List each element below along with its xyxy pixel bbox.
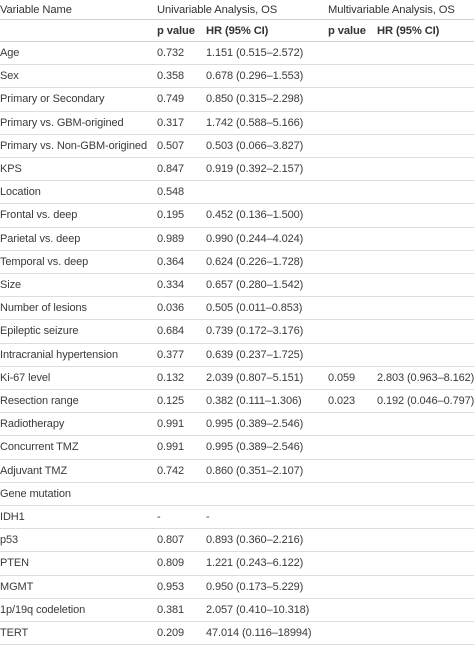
uni-hr-cell: 0.995 (0.389–2.546) (206, 418, 304, 431)
table-row (0, 413, 474, 436)
table-row (0, 274, 474, 297)
multi-p-value-cell (328, 460, 372, 482)
uni-hr-cell: 0.850 (0.315–2.298) (206, 93, 304, 106)
multi-hr-cell (377, 88, 474, 110)
multi-p-value-cell: 0.023 (328, 395, 356, 408)
multi-hr-cell (377, 576, 474, 598)
uni-p-value-cell: 0.209 (157, 627, 185, 640)
multi-p-value-cell (328, 274, 372, 296)
uni-p-value-cell: 0.953 (157, 580, 185, 593)
table-row (0, 88, 474, 111)
variable-cell: PTEN (0, 557, 29, 570)
table-row (0, 576, 474, 599)
table-row (0, 390, 474, 413)
multi-p-value-cell (328, 251, 372, 273)
table-row (0, 112, 474, 135)
multi-p-value-cell (328, 483, 372, 505)
variable-cell: p53 (0, 534, 19, 547)
multi-hr-cell (377, 460, 474, 482)
multi-hr-cell (377, 320, 474, 342)
table-row (0, 297, 474, 320)
variable-cell: Temporal vs. deep (0, 255, 89, 268)
multi-hr-cell (377, 436, 474, 458)
table-row (0, 228, 474, 251)
table-row (0, 181, 474, 204)
table-row (0, 599, 474, 622)
multi-p-value-cell (328, 112, 372, 134)
variable-cell: IDH1 (0, 511, 25, 524)
variable-cell: Adjuvant TMZ (0, 464, 68, 477)
multi-hr-cell (377, 506, 474, 528)
table-row (0, 460, 474, 483)
uni-p-value-cell: 0.381 (157, 603, 185, 616)
table-row (0, 436, 474, 459)
uni-hr-cell: 0.950 (0.173–5.229) (206, 580, 304, 593)
multi-p-value-cell (328, 576, 372, 598)
multi-hr-cell (377, 158, 474, 180)
uni-p-value-cell: 0.358 (157, 70, 185, 83)
variable-cell: Radiotherapy (0, 418, 65, 431)
table-group-header (0, 0, 474, 20)
uni-p-value-cell: 0.334 (157, 279, 185, 292)
table-row (0, 204, 474, 227)
uni-p-value-cell: 0.847 (157, 163, 185, 176)
multi-hr-header: HR (95% CI) (377, 24, 440, 37)
multi-p-value-cell: 0.059 (328, 371, 356, 384)
multi-hr-cell (377, 552, 474, 574)
multi-p-value-cell (328, 413, 372, 435)
uni-hr-cell: 0.382 (0.111–1.306) (206, 395, 302, 408)
variable-cell: Primary vs. GBM-origined (0, 116, 124, 129)
uni-hr-cell: 0.678 (0.296–1.553) (206, 70, 304, 83)
multi-p-value-cell (328, 297, 372, 319)
uni-hr-cell: 0.739 (0.172–3.176) (206, 325, 304, 338)
multi-hr-cell: 2.803 (0.963–8.162) (377, 371, 474, 384)
multi-p-value-cell (328, 506, 372, 528)
variable-cell: Intracranial hypertension (0, 348, 118, 361)
variable-cell: Epileptic seizure (0, 325, 79, 338)
variable-cell: Location (0, 186, 41, 199)
uni-p-value-cell: 0.036 (157, 302, 185, 315)
uni-hr-cell: 0.995 (0.389–2.546) (206, 441, 304, 454)
table-row (0, 529, 474, 552)
multi-hr-cell (377, 483, 474, 505)
variable-cell: Primary vs. Non-GBM-origined (0, 139, 147, 152)
multi-hr-cell: 0.192 (0.046–0.797) (377, 395, 474, 408)
variable-cell: Size (0, 279, 21, 292)
multi-p-value-cell (328, 344, 372, 366)
uni-hr-cell: 0.919 (0.392–2.157) (206, 163, 304, 176)
uni-p-value-cell: 0.317 (157, 116, 185, 129)
variable-name-header: Variable Name (0, 3, 72, 16)
uni-hr-cell: 2.039 (0.807–5.151) (206, 371, 304, 384)
uni-hr-cell: 0.990 (0.244–4.024) (206, 232, 304, 245)
variable-cell: Parietal vs. deep (0, 232, 81, 245)
table-row (0, 622, 474, 645)
multi-p-value-cell (328, 320, 372, 342)
uni-p-value-cell: 0.807 (157, 534, 185, 547)
multi-p-value-cell (328, 158, 372, 180)
variable-cell: Ki-67 level (0, 371, 51, 384)
uni-hr-header: HR (95% CI) (206, 24, 269, 37)
uni-hr-cell: 1.151 (0.515–2.572) (206, 47, 304, 60)
multi-hr-cell (377, 274, 474, 296)
variable-cell: KPS (0, 163, 22, 176)
variable-cell: 1p/19q codeletion (0, 603, 86, 616)
multi-p-value-cell (328, 135, 372, 157)
uni-p-value-cell: 0.989 (157, 232, 185, 245)
table-row (0, 320, 474, 343)
uni-p-value-cell: - (157, 511, 161, 524)
uni-hr-cell: - (206, 511, 210, 524)
multi-p-value-cell (328, 436, 372, 458)
multi-hr-cell (377, 228, 474, 250)
uni-hr-cell: 0.893 (0.360–2.216) (206, 534, 304, 547)
uni-p-value-cell: 0.749 (157, 93, 185, 106)
uni-hr-cell (206, 483, 324, 505)
table-row (0, 135, 474, 158)
variable-cell: Sex (0, 70, 19, 83)
multi-p-value-cell (328, 42, 372, 64)
uni-p-value-header: p value (157, 24, 195, 37)
multi-hr-cell (377, 204, 474, 226)
table-row (0, 367, 474, 390)
multi-p-value-cell (328, 529, 372, 551)
uni-hr-cell: 0.657 (0.280–1.542) (206, 279, 304, 292)
uni-p-value-cell: 0.132 (157, 371, 185, 384)
variable-cell: Primary or Secondary (0, 93, 105, 106)
uni-p-value-cell: 0.809 (157, 557, 185, 570)
variable-cell: Concurrent TMZ (0, 441, 79, 454)
multi-hr-cell (377, 529, 474, 551)
uni-p-value-cell: 0.684 (157, 325, 185, 338)
table-row (0, 158, 474, 181)
multi-p-value-cell (328, 204, 372, 226)
uni-p-value-cell: 0.364 (157, 255, 185, 268)
multivariable-header: Multivariable Analysis, OS (328, 3, 455, 16)
uni-hr-cell: 0.452 (0.136–1.500) (206, 209, 304, 222)
multi-hr-cell (377, 42, 474, 64)
table-row (0, 552, 474, 575)
uni-hr-cell: 0.860 (0.351–2.107) (206, 464, 304, 477)
uni-p-value-cell: 0.507 (157, 139, 185, 152)
multi-p-value-cell (328, 552, 372, 574)
multi-p-value-cell (328, 65, 372, 87)
uni-p-value-cell: 0.377 (157, 348, 185, 361)
multi-p-value-header: p value (328, 24, 366, 37)
multi-hr-cell (377, 413, 474, 435)
table-row (0, 506, 474, 529)
multi-hr-cell (377, 599, 474, 621)
multi-hr-cell (377, 65, 474, 87)
table-sub-header (0, 20, 474, 42)
uni-hr-cell: 0.505 (0.011–0.853) (206, 302, 303, 315)
variable-cell: TERT (0, 627, 29, 640)
multi-hr-cell (377, 181, 474, 203)
multi-hr-cell (377, 251, 474, 273)
table-row (0, 42, 474, 65)
uni-hr-cell: 2.057 (0.410–10.318) (206, 603, 310, 616)
multi-hr-cell (377, 135, 474, 157)
uni-p-value-cell: 0.991 (157, 441, 185, 454)
variable-cell: MGMT (0, 580, 34, 593)
uni-hr-cell: 1.221 (0.243–6.122) (206, 557, 304, 570)
multi-hr-cell (377, 112, 474, 134)
variable-cell: Age (0, 47, 20, 60)
multi-p-value-cell (328, 622, 372, 644)
uni-hr-cell: 1.742 (0.588–5.166) (206, 116, 304, 129)
uni-hr-cell: 0.639 (0.237–1.725) (206, 348, 304, 361)
multi-p-value-cell (328, 88, 372, 110)
uni-p-value-cell: 0.548 (157, 186, 185, 199)
uni-hr-cell: 0.503 (0.066–3.827) (206, 139, 304, 152)
multi-p-value-cell (328, 228, 372, 250)
uni-hr-cell: 0.624 (0.226–1.728) (206, 255, 304, 268)
uni-p-value-cell: 0.742 (157, 464, 185, 477)
uni-p-value-cell: 0.991 (157, 418, 185, 431)
uni-p-value-cell (157, 483, 201, 505)
table-row (0, 251, 474, 274)
multi-p-value-cell (328, 181, 372, 203)
uni-p-value-cell: 0.195 (157, 209, 185, 222)
uni-hr-cell: 47.014 (0.116–18994) (206, 627, 312, 640)
multi-hr-cell (377, 622, 474, 644)
univariable-header: Univariable Analysis, OS (157, 3, 278, 16)
table-row (0, 65, 474, 88)
uni-p-value-cell: 0.732 (157, 47, 185, 60)
uni-hr-cell (206, 181, 324, 203)
uni-p-value-cell: 0.125 (157, 395, 185, 408)
multi-hr-cell (377, 344, 474, 366)
multi-p-value-cell (328, 599, 372, 621)
variable-cell: Resection range (0, 395, 79, 408)
variable-cell: Gene mutation (0, 487, 71, 500)
table-row (0, 483, 474, 506)
table-row (0, 344, 474, 367)
variable-cell: Frontal vs. deep (0, 209, 78, 222)
variable-cell: Number of lesions (0, 302, 87, 315)
multi-hr-cell (377, 297, 474, 319)
